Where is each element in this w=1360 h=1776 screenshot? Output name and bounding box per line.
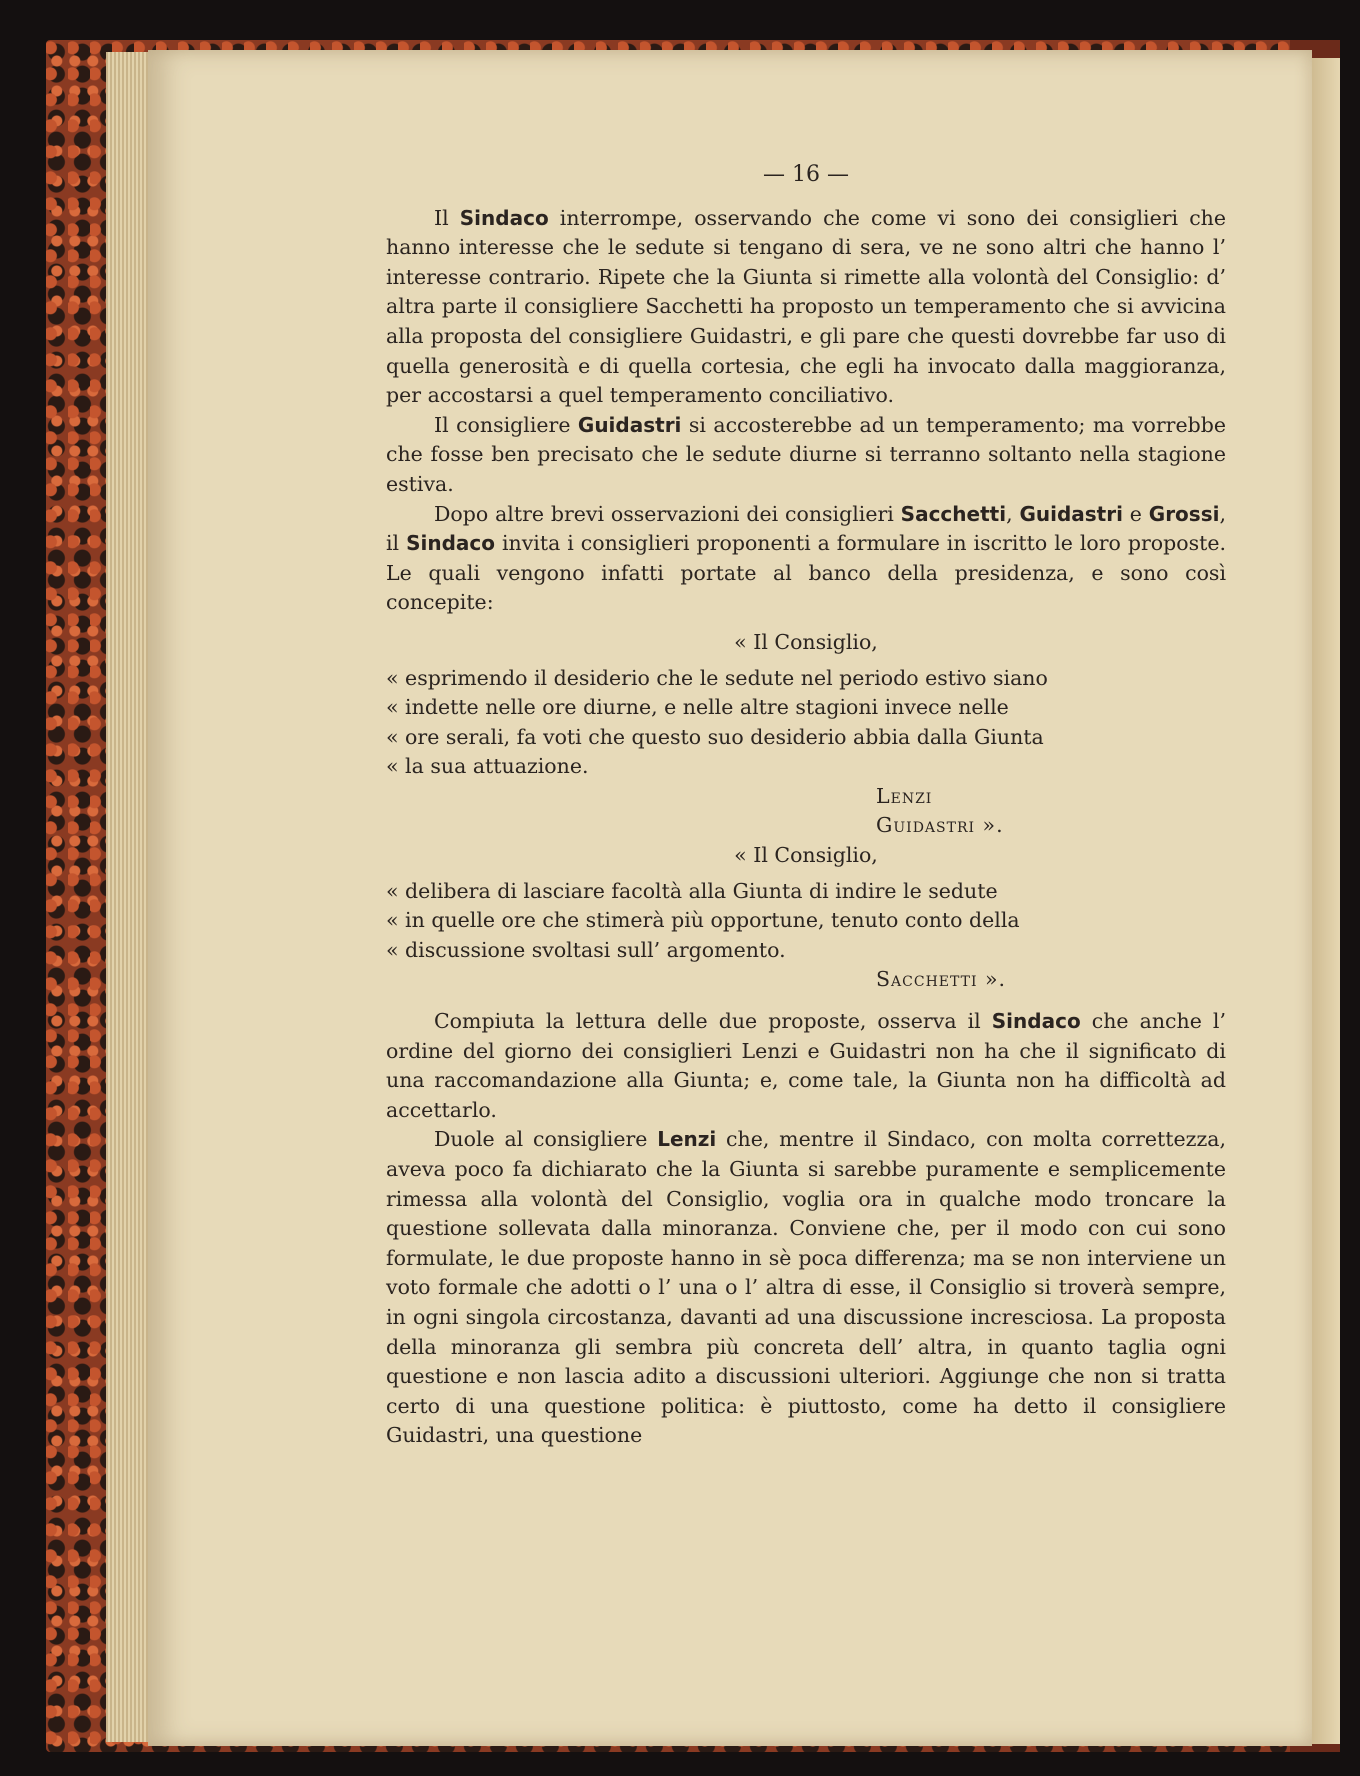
- motion-1-line: « esprimendo il desiderio che le sedute nel periodo estivo siano: [386, 665, 1048, 690]
- text-run: ,: [1006, 501, 1020, 526]
- text-run: che, mentre il Sindaco, con molta correttezza, aveva poco fa dichiarato che la Giunta si sarebbe puramente e semplicemente rimessa alla volontà del Consiglio, voglia ora in qualche modo troncare la questione sollevata dalla minoranza. Conviene che, per il modo con cui sono formulate, le due proposte hanno in sè poca differenza; ma se non interviene un voto formale che adotti o l’ una o l’ altra di esse, il Consiglio si troverà sempre, in ogni singola circostanza, davanti ad una discussione incresciosa. La proposta della minoranza gli sembra più concreta dell’ altra, in quanto taglia ogni questione e non lascia adito a discussioni ulteriori. Aggiunge che non si tratta certo di una questione politica: è piuttosto, come ha detto il consigliere Guidastri, una questione: [386, 1127, 1226, 1448]
- speaker-name: Sindaco: [406, 531, 495, 556]
- text-run: Il: [434, 205, 460, 230]
- motion-1-line: « indette nelle ore diurne, e nelle altre stagioni invece nelle: [386, 695, 1009, 720]
- motion-1-line: « ore serali, fa voti che questo suo desiderio abbia dalla Giunta: [386, 724, 1044, 749]
- motion-2-line: « discussione svoltasi sull’ argomento.: [386, 937, 786, 962]
- facing-page-edge: [1310, 58, 1340, 1744]
- motion-2-line: « delibera di lasciare facoltà alla Giunta di indire le sedute: [386, 878, 998, 903]
- speaker-name: Sacchetti: [900, 501, 1007, 526]
- speaker-name: Lenzi: [657, 1127, 717, 1152]
- page-stack-edge: [106, 52, 150, 1742]
- text-run: , il: [386, 501, 1226, 556]
- text-run: e: [1122, 501, 1149, 526]
- signature: Sacchetti ».: [876, 967, 1007, 992]
- speaker-name: Grossi: [1148, 501, 1220, 526]
- text-run: interrompe, osservando che come vi sono dei consiglieri che hanno interesse che le sedute si tengano di sera, ve ne sono altri che hanno l’ interesse contrario. Ripete che la Giunta si rimette alla volontà del Consiglio: d’ altra parte il consigliere Sacchetti ha proposto un temperamento che si avvicina alla proposta del consigliere Guidastri, e gli pare che questi dovrebbe far uso di quella generosità e di quella cortesia, che egli ha invocato dalla maggioranza, per accostarsi a quel temperamento conciliativo.: [386, 205, 1227, 408]
- paragraph-2: [386, 411, 1226, 500]
- speaker-name: Sindaco: [459, 205, 549, 230]
- speaker-name: Guidastri: [1019, 501, 1123, 526]
- page-number: — 16 —: [763, 162, 849, 187]
- signature: Lenzi: [876, 783, 933, 808]
- speaker-name: Guidastri: [577, 412, 682, 437]
- paragraph-3: [386, 500, 1226, 618]
- speaker-name: Sindaco: [991, 1009, 1081, 1034]
- motion-1-heading: « Il Consiglio,: [734, 629, 878, 654]
- text-run: si accosterebbe ad un temperamento; ma vorrebbe che fosse ben precisato che le sedute diurne si terranno soltanto nella stagione estiva.: [386, 412, 1226, 496]
- text-run: Duole al consigliere: [434, 1127, 658, 1152]
- text-run: invita i consiglieri proponenti a formulare in iscritto le loro proposte. Le quali vengono infatti portate al banco della presidenza, e sono così concepite:: [386, 531, 1226, 615]
- signature: Guidastri ».: [876, 813, 1004, 838]
- page-text: [386, 160, 1226, 1451]
- motion-2-line: « in quelle ore che stimerà più opportune, tenuto conto della: [386, 908, 1020, 933]
- motion-2-heading: « Il Consiglio,: [734, 843, 878, 868]
- text-run: Il consigliere: [434, 412, 578, 437]
- motion-1-line: « la sua attuazione.: [386, 754, 589, 779]
- paragraph-1: [386, 204, 1226, 411]
- text-run: che anche l’ ordine del giorno dei consiglieri Lenzi e Guidastri non ha che il significato di una raccomandazione alla Giunta; e, come tale, la Giunta non ha difficoltà ad accettarlo.: [386, 1009, 1226, 1122]
- paragraph-5: [386, 1125, 1226, 1451]
- text-run: Dopo altre brevi osservazioni dei consiglieri: [434, 501, 901, 526]
- text-run: Compiuta la lettura delle due proposte, osserva il: [434, 1009, 992, 1034]
- paragraph-4: [386, 1007, 1226, 1125]
